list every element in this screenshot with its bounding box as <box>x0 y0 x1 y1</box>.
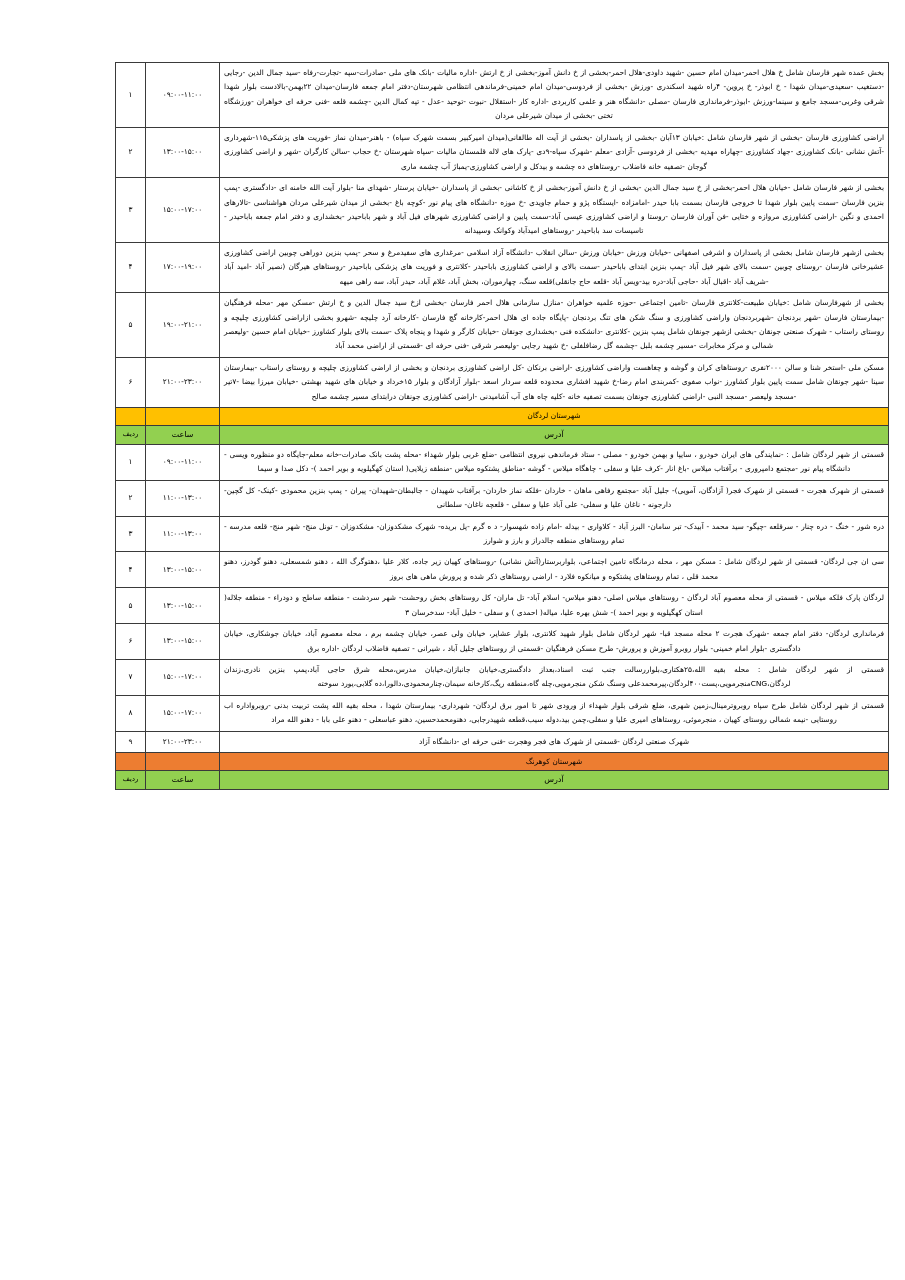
column-header-row <box>116 771 889 790</box>
time-cell: ۱۱:۰۰-۱۳:۰۰ <box>146 516 220 552</box>
section-banner-row <box>116 408 889 426</box>
row-number-cell: ۴ <box>116 242 146 292</box>
time-cell: ۱۳:۰۰-۱۵:۰۰ <box>146 552 220 588</box>
section-banner-row-spacer <box>116 753 146 771</box>
row-number-cell: ۱ <box>116 63 146 128</box>
outage-schedule-table <box>115 62 889 790</box>
table-row <box>116 480 889 516</box>
time-cell: ۱۳:۰۰-۱۵:۰۰ <box>146 588 220 624</box>
address-cell: بخشی ازشهر فارسان شامل بخشی از پاسداران و اشرفی اصفهانی -خیابان ورزش -خیابان ورزش -سالن انقلاب -دانشگاه آزاد اسلامی -مرغداری های سفیدمرغ و سحر -پمپ بنزین دوراهی چوبین اراضی کشاورزی عشیرخانی فارسان -روستای چوبین -سمت بالای شهر فیل آباد -پمپ بنزین ابتدای باباحیدر -سمت بالای و اراضی کشاورزی باباحیدر -کلانتری و فوریت های پزشکی باباحیدر -روستاهای هیرگان (نصیر آباد -امید آباد -شریف آباد -اقبال آباد -حاجی آباد-دره بید-ویس آباد -قلعه حاج جانقلی)قلعه سنگ، چهارموران، بخش آباد، غلام آباد، حیدر آباد، سه راهی میهه <box>220 242 889 292</box>
time-cell: ۰۹:۰۰-۱۱:۰۰ <box>146 63 220 128</box>
table-row <box>116 242 889 292</box>
row-number-cell: ۲ <box>116 480 146 516</box>
table-row <box>116 516 889 552</box>
table-row <box>116 552 889 588</box>
row-number-cell: ۵ <box>116 293 146 358</box>
table-row <box>116 624 889 660</box>
row-number-cell: ۳ <box>116 516 146 552</box>
column-header-address: آدرس <box>220 771 889 790</box>
address-cell: بخشی از شهرفارسان شامل :خیابان طبیعت-کلانتری فارسان -تامین اجتماعی -حوزه علمیه خواهران -منازل سازمانی هلال احمر فارسان -بخشی ازخ سید جمال الدین و خ ارتش -مسکن مهر -محله فرهنگیان -بیمارستان فارسان -شهر بردنجان -شهربردنجان واراضی کشاورزی و سنگ شکن های تنگ بردنجان -پایگاه جاده ای هلال احمر-کارخانه گچ فارسان -کارخانه آرد چلیچه -شهرو بخشی ازاراضی کشاورزی چلیچه و روستای راستاب - شهرک صنعتی جونقان -بخشی ازشهر جونقان شامل پمپ بنزین -کلانتری -دانشکده فنی -بخشداری جونقان -خیابان کارگر و شهدا و پنجاه پلاک -سمت بالای بلوار کشاورز -خیابان امام حسین -ولیعصر شمالی و مرکز مخابرات -مسیر چشمه بلبل -چشمه گل رضافلفلی -خ شهید رجایی -ولیعصر شرقی -فنی حرفه ای -قسمتی از اراضی محمد آباد <box>220 293 889 358</box>
time-cell: ۲۱:۰۰-۲۳:۰۰ <box>146 731 220 752</box>
table-row <box>116 695 889 731</box>
time-cell: ۱۳:۰۰-۱۵:۰۰ <box>146 127 220 177</box>
column-header-row <box>116 426 889 445</box>
table-row <box>116 444 889 480</box>
column-header-address: آدرس <box>220 426 889 445</box>
row-number-cell: ۲ <box>116 127 146 177</box>
address-cell: فرمانداری لردگان- دفتر امام جمعه -شهرک هجرت ۲ محله مسجد قبا- شهر لردگان شامل بلوار شهید کلانتری، بلوار عشایر، خیابان ولی عصر، خیابان چشمه برم ، محله معصوم آباد، خیابان جوشکاری، خیابان دادگستری -بلوار امام خمینی- بلوار روبرو آموزش و پرورش- طرح مسکن فرهنگیان -قسمتی از روستاهای جلیل آباد ، شیرانی - تصفیه فاضلاب لردگان -اداره برق <box>220 624 889 660</box>
time-cell: ۰۹:۰۰-۱۱:۰۰ <box>146 444 220 480</box>
column-header-time: ساعت <box>146 771 220 790</box>
time-cell: ۱۷:۰۰-۱۹:۰۰ <box>146 242 220 292</box>
row-number-cell: ۱ <box>116 444 146 480</box>
row-number-cell: ۴ <box>116 552 146 588</box>
table-row <box>116 127 889 177</box>
time-cell: ۱۹:۰۰-۲۱:۰۰ <box>146 293 220 358</box>
address-cell: دره شور - خنگ - دره چنار - سرقلعه -چیگو- سید محمد - آبیدک- تبر سامان- البرز آباد - کلاواری - بیدله -امام زاده شهسوار- د ه گرم -پل بریده- شهرک مشکدوزان- مشکدوزان - تونل منج- شهر منج- قلعه مدرسه - تمام روستاهای منطقه جالدراز و بارز و شوارز <box>220 516 889 552</box>
section-banner-row <box>116 753 889 771</box>
table-row <box>116 731 889 752</box>
row-number-cell: ۵ <box>116 588 146 624</box>
table-row <box>116 293 889 358</box>
time-cell: ۱۵:۰۰-۱۷:۰۰ <box>146 695 220 731</box>
address-cell: بخش عمده شهر فارسان شامل خ هلال احمر-میدان امام حسین -شهید داودی-هلال احمر-بخشی از خ دانش آموز-بخشی از خ ارتش -اداره مالیات -بانک های ملی -صادرات-سپه -تجارت-رفاه -سید جمال الدین -رجایی -دستغیب -سعیدی-میدان شهدا - خ ابوذر- خ پروین- ۴راه شهید اسکندری -ورزش -بخشی از فردوسی-میدان امام خمینی-فرماندهی انتظامی شهرستان-دفتر امام جمعه فارسان-میدان ۲۲بهمن-بالادست بلوار شهدا شرقی وغربی-مسجد جامع و سینما-ورزش -ابوذر-فرمانداری فارسان -مصلی -دانشگاه هنر و علمی کاربردی -اداره کار -استقلال -نبوت -توحید -عدل - تپه کمال الدین -چشمه قلعه -فنی حرفه ای خواهران -ورزشگاه تختی -بخشی از میدان شیرعلی مردان <box>220 63 889 128</box>
address-cell: قسمتی از شهرک هجرت - قسمتی از شهرک فجر( آزادگان، آمویی)- جلیل آباد -مجتمع رفاهی ماهان - خاردان -فلکه نماز خاردان- برآفتاب شهیدان - جالبطان-شهیدان- پیران - پمپ بنزین محمودی -کینک- کل گچین- دارجونه - ناغان علیا و سفلی- علی آباد علیا و سفلی - قلعچه ناغان- سلطانی <box>220 480 889 516</box>
table-row <box>116 588 889 624</box>
address-cell: قسمتی از شهر لردگان شامل طرح سپاه روبروترمینال،زمین شهری، ضلع شرقی بلوار شهداء از ورودی شهر تا امور برق لردگان- شهرداری- بیمارستان شهدا ، محله بقیه الله پشت تربیت بدنی -روبرواداره اب روستایی -نیمه شمالی روستای کهیان ، منجرموئی، روستاهای امیری علیا و سفلی،چمن بید،دوله سیب،قطعه شهیدرجابی، دهنومحمدحسین، دهنو عباسعلی - دهنو علی بابا - دهنو الله مراد <box>220 695 889 731</box>
row-number-cell: ۶ <box>116 357 146 407</box>
address-cell: قسمتی از شهر لردگان شامل : -نمایندگی های ایران خودرو ، سایپا و بهمن خودرو - مصلی - ستاد فرماندهی نیروی انتظامی -ضلع غربی بلوار شهداء -محله پشت بانک صادرات-خانه معلم-جایگاه دو منظوره ویسی - دانشگاه پیام نور -مجتمع دامپروری - برآفتاب میلاس -باغ انار -کرف علیا و سفلی - چاهگاه میلاس - گوشه -مناطق پشتکوه میلاس -منطقه زیلایی( استان کهگیلویه و بویر احمد )- دکل صدا و سیما <box>220 444 889 480</box>
row-number-cell: ۷ <box>116 660 146 696</box>
address-cell: قسمتی از شهر لردگان شامل : محله بقیه الله،۲۵هکتاری،بلواررسالت جنب ثبت اسناد،بعداز دادگستری،خیابان جانبازان،خیابان مدرس،محله شرق حاجی آباد،پمپ بنزین نادری،زندان لردگان،CNGمنجرمویی،پست۴۰۰لردگان،پیرمحمدعلی وسنگ شکن منجرمویی،چله گاه،منطقه ریگ،کارخانه سیمان،چنارمحمودی،دالورا،ده گلابی،یورد سوخته <box>220 660 889 696</box>
row-number-cell: ۹ <box>116 731 146 752</box>
table-body <box>116 63 889 790</box>
time-cell: ۱۵:۰۰-۱۷:۰۰ <box>146 660 220 696</box>
row-number-cell: ۸ <box>116 695 146 731</box>
row-number-cell: ۶ <box>116 624 146 660</box>
time-cell: ۲۱:۰۰-۲۳:۰۰ <box>146 357 220 407</box>
table-row <box>116 660 889 696</box>
section-banner-time-spacer <box>146 408 220 426</box>
column-header-rownum: ردیف <box>116 426 146 445</box>
section-title-lordegan: شهرستان لردگان <box>220 408 889 426</box>
address-cell: سی ان جی لردگان- قسمتی از شهر لردگان شامل : مسکن مهر ، محله درمانگاه تامین اجتماعی، بلواربرستار(آتش نشانی) -روستاهای کهیان زیر جاده، کلار علیا ،دهتوگرگ الله ، دهنو شمسعلی، دهنو گودرز، دهنو محمد قلی ، تمام روستاهای پشتکوه و میانکوه فلارد - اراضی روستاهای ذکر شده و پرورش ماهی های بروز <box>220 552 889 588</box>
row-number-cell: ۳ <box>116 178 146 243</box>
time-cell: ۱۵:۰۰-۱۷:۰۰ <box>146 178 220 243</box>
address-cell: بخشی از شهر فارسان شامل -خیابان هلال احمر-بخشی از خ سید جمال الدین -بخشی از خ دانش آموز-بخشی از خ کاشانی -بخشی از پاسداران -خیابان پرستار -شهدای منا -بلوار آیت الله خامنه ای -دادگستری -پمپ بنزین فارسان -سمت پایین بلوار شهدا تا خروجی فارسان بسمت بابا حیدر -امامزاده -ایستگاه پژو و حمام جاویدی -خ موزه -دانشگاه های پیام نور -کوچه باغ -بخشی از میدان شیرعلی مردان هواشناسی -تالارهای احمدی و نگین -اراضی کشاورزی مروازه و ختایی -فن آوران فارسان -روستا و اراضی کشاورزی عیسی آباد-سمت پایین و اراضی کشاورزی شهرهای فیل آباد و شهر باباحیدر -بخشداری و دفتر امام جمعه باباحیدر - تاسیسات سد باباحیدر -روستاهای امیدآباد وکوانک وسپیدانه <box>220 178 889 243</box>
column-header-rownum: ردیف <box>116 771 146 790</box>
address-cell: اراضی کشاورزی فارسان -بخشی از شهر فارسان شامل :خیابان ۱۳آبان -بخشی از پاسداران -بخشی از آیت اله طالقانی(میدان امیرکبیر بسمت شهرک سپاه) - باهنر-میدان نماز -فوریت های پزشکی۱۱۵-شهرداری -آتش نشانی -بانک کشاورزی -جهاد کشاورزی -چهاراه مهدیه -بخشی از فردوسی -آزادی -معلم -شهرک سپاه-۹دی -پارک های لاله قلمستان مالیات -سپاه شهرستان -خ حجاب -سالن کارگران -شهر و اراضی کشاورزی گوجان -تصفیه خانه فاضلاب -روستاهای ده چشمه و بیدکل و اراضی کشاورزی-یمباژ آب چشمه ماری <box>220 127 889 177</box>
time-cell: ۱۱:۰۰-۱۳:۰۰ <box>146 480 220 516</box>
column-header-time: ساعت <box>146 426 220 445</box>
section-banner-time-spacer <box>146 753 220 771</box>
address-cell: شهرک صنعتی لردگان -قسمتی از شهرک های فجر وهجرت -فنی حرفه ای -دانشگاه آزاد <box>220 731 889 752</box>
section-banner-row-spacer <box>116 408 146 426</box>
table-row <box>116 357 889 407</box>
address-cell: لردگان پارک فلکه میلاس - قسمتی از محله معصوم آباد لردگان - روستاهای میلاس اصلی- دهنو میلاس- اسلام آباد- تل ماران- کل روستاهای بخش روحشت- شهر سردشت - منطقه ساطح و دودراء - منطقه جلاله( استان کهگیلویه و بویر احمد )- شش بهره علیا، میاله( احمدی ) و سفلی - خلیل آباد- سدخرسان ۳ <box>220 588 889 624</box>
section-title-koohrang: شهرستان کوهرنگ <box>220 753 889 771</box>
time-cell: ۱۳:۰۰-۱۵:۰۰ <box>146 624 220 660</box>
address-cell: مسکن ملی -استخر شنا و سالن ۲۰۰۰نفری -روستاهای کران و گوشه و چغاهست واراضی کشاورزی -اراضی برنکان -کل اراضی کشاورزی بردنجان و بخشی از اراضی کشاورزی چلیچه و روستای راستاب -بیمارستان سینا -شهر جونقان شامل سمت پایین بلوار کشاورز -نواب صفوی -کمربندی امام رضا-خ شهید افشاری محدوده قلعه سردار اسعد -بلوار آزادگان و بلوار ۱۵خرداد و خیابان های شهید بهشتی -خیابان میرزا بیضا -۷تیر -مسجد ولیعصر -مسجد النبی -اراضی کشاورزی جونقان بسمت تصفیه خانه -کلیه چاه های آب آشامیدنی -اراضی کشاورزی جونقان درابتدای مسیر چشمه صالح <box>220 357 889 407</box>
table-row <box>116 63 889 128</box>
table-row <box>116 178 889 243</box>
